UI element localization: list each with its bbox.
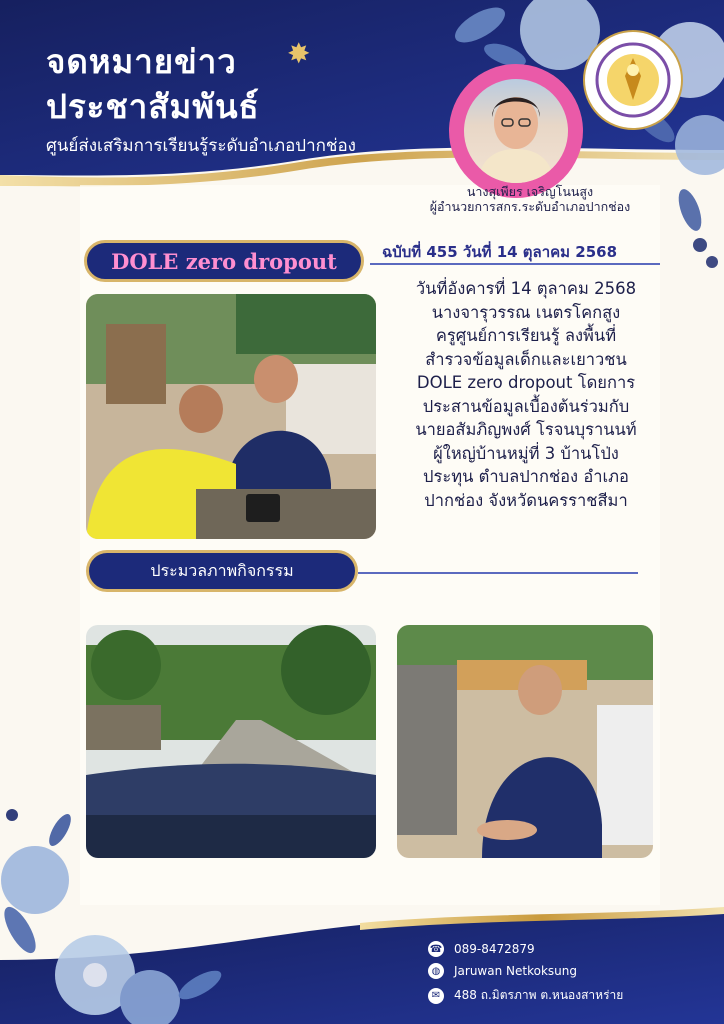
topic-badge xyxy=(84,240,364,282)
body-line: วันที่อังคารที่ 14 ตุลาคม 2568 xyxy=(415,279,637,298)
issue-divider xyxy=(370,263,660,265)
phone-icon: ☎ xyxy=(428,941,444,957)
activity-photo-teacher xyxy=(397,625,653,858)
news-body xyxy=(382,277,670,512)
body-line: นายอสัมภิญพงศ์ โรจนบุรานนท์ xyxy=(415,420,637,439)
body-line: DOLE zero dropout โดยการ xyxy=(416,373,636,392)
sun-ornament-icon: ✸ xyxy=(287,37,311,70)
contact-address xyxy=(428,986,623,1005)
body-line: ประสานข้อมูลเบื้องต้นร่วมกับ xyxy=(422,396,630,416)
portrait-illustration xyxy=(464,79,568,183)
issue-number-date: ฉบับที่ 455 วันที่ 14 ตุลาคม 2568 xyxy=(382,243,618,261)
gallery-badge xyxy=(86,550,358,592)
activity-photo-road xyxy=(86,625,376,858)
body-line: ปากช่อง จังหวัดนครราชสีมา xyxy=(424,490,628,510)
topic-badge-label: DOLE zero dropout xyxy=(111,248,337,274)
globe-icon: ◍ xyxy=(428,963,444,979)
director-portrait-frame xyxy=(449,64,583,198)
gallery-divider xyxy=(358,572,638,574)
contact-phone xyxy=(428,941,535,957)
mail-icon: ✉ xyxy=(428,988,444,1004)
body-line: ครูศูนย์การเรียนรู้ ลงพื้นที่ xyxy=(435,326,617,345)
newsletter-title-line2: ประชาสัมพันธ์ xyxy=(46,87,260,126)
seal-emblem-icon xyxy=(593,40,673,120)
director-name: นางสุเพียร เจริญโนนสูง xyxy=(466,184,594,199)
activity-photo-survey xyxy=(86,294,376,539)
body-line: สำรวจข้อมูลเด็กและเยาวชน xyxy=(425,349,627,369)
contact-web xyxy=(428,963,577,979)
survey-photo-illustration xyxy=(86,294,376,539)
teacher-photo-illustration xyxy=(397,625,653,858)
body-line: ประทุน ตำบลปากช่อง อำเภอ xyxy=(423,467,629,486)
office-seal-logo xyxy=(583,30,683,130)
road-photo-illustration xyxy=(86,625,376,858)
newsletter-title-line1: จดหมายข่าว xyxy=(46,42,237,81)
director-portrait xyxy=(464,79,568,183)
body-line: นางจารุวรรณ เนตรโคกสูง xyxy=(431,302,621,322)
contact-web-text: Jaruwan Netkoksung xyxy=(454,964,577,978)
gallery-heading: ประมวลภาพกิจกรรม xyxy=(150,560,294,580)
contact-phone-text: 089-8472879 xyxy=(454,942,535,956)
contact-address-text: 488 ถ.มิตรภาพ ต.หนองสาหร่าย xyxy=(454,988,624,1002)
body-line: ผู้ใหญ่บ้านหมู่ที่ 3 บ้านโป่ง xyxy=(433,443,619,463)
center-subtitle: ศูนย์ส่งเสริมการเรียนรู้ระดับอำเภอปากช่อง xyxy=(46,136,356,156)
director-position: ผู้อำนวยการสกร.ระดับอำเภอปากช่อง xyxy=(429,199,631,214)
